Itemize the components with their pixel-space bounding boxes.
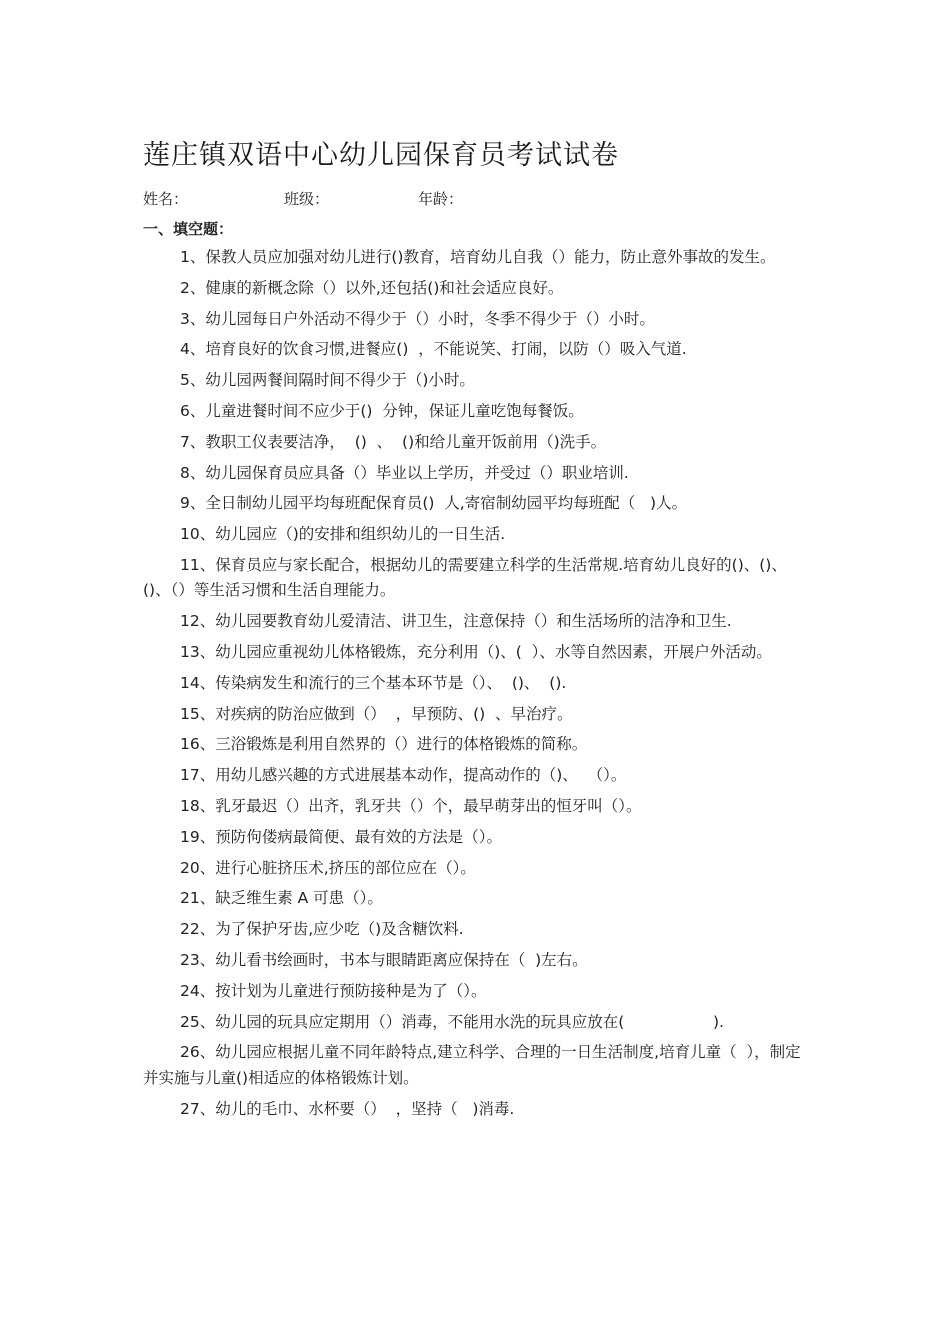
student-info-row	[143, 184, 808, 214]
question-item: 11、保育员应与家长配合，根据幼儿的需要建立科学的生活常规.培育幼儿良好的()、()、 ()、（）等生活习惯和生活自理能力。	[143, 555, 797, 600]
question-item: 24、按计划为儿童进行预防接种是为了（）。	[180, 981, 487, 1000]
question-item: 16、三浴锻炼是利用自然界的（）进行的体格锻炼的简称。	[180, 735, 588, 754]
question-item: 27、幼儿的毛巾、水杯要（） ，坚持（ )消毒.	[180, 1099, 515, 1118]
question-item: 2、健康的新概念除（）以外,还包括()和社会适应良好。	[180, 278, 564, 297]
question-item: 17、用幼儿感兴趣的方式进展基本动作，提高动作的（)、 （）。	[180, 766, 627, 785]
question-item: 5、幼儿园两餐间隔时间不得少于（)小时。	[180, 371, 475, 390]
question-item: 23、幼儿看书绘画时，书本与眼睛距离应保持在（ )左右。	[180, 951, 588, 970]
question-item: 13、幼儿园应重视幼儿体格锻炼，充分利用（)、( ）、水等自然因素，开展户外活动。	[180, 643, 772, 662]
name-label: 姓名：	[143, 190, 189, 208]
question-item: 26、幼儿园应根据儿童不同年龄特点,建立科学、合理的一日生活制度,培育儿童（ ），制定并实施与儿童()相适应的体格锻炼计划。	[143, 1043, 801, 1087]
question-item: 9、全日制幼儿园平均每班配保育员() 人,寄宿制幼园平均每班配（ )人。	[180, 494, 688, 513]
question-item: 4、培育良好的饮食习惯,进餐应() ，不能说笑、打闹，以防（）吸入气道.	[180, 340, 687, 359]
section-heading-fill-blank: 一、填空题：	[143, 220, 234, 238]
question-list	[143, 245, 808, 1122]
question-item: 8、幼儿园保育员应具备（）毕业以上学历，并受过（）职业培训.	[180, 463, 629, 482]
question-item: 1、保教人员应加强对幼儿进行()教育，培育幼儿自我（）能力，防止意外事故的发生。	[180, 248, 776, 266]
question-item: 3、幼儿园每日户外活动不得少于（）小时，冬季不得少于（）小时。	[180, 309, 655, 328]
question-item: 18、乳牙最迟（）出齐，乳牙共（）个，最早萌芽出的恒牙叫（）。	[180, 797, 642, 816]
question-item: 7、教职工仪表要洁净， () 、 ()和给儿童开饭前用（)洗手。	[180, 432, 607, 451]
exam-page	[143, 134, 808, 1128]
question-item: 12、幼儿园要教育幼儿爱清洁、讲卫生，注意保持（）和生活场所的洁净和卫生.	[180, 612, 732, 631]
question-item: 22、为了保护牙齿,应少吃（)及含糖饮料.	[180, 920, 464, 939]
exam-title: 莲庄镇双语中心幼儿园保育员考试试卷	[143, 140, 619, 171]
question-item: 10、幼儿园应（)的安排和组织幼儿的一日生活.	[180, 525, 506, 544]
question-item: 20、进行心脏挤压术,挤压的部位应在（）。	[180, 858, 476, 877]
age-label: 年龄：	[418, 190, 464, 208]
question-item: 19、预防佝偻病最简便、最有效的方法是（）。	[180, 827, 502, 846]
question-item: 14、传染病发生和流行的三个基本环节是（）、 ()、 ().	[180, 673, 567, 692]
question-item: 25、幼儿园的玩具应定期用（）消毒，不能用水洗的玩具应放在( ).	[180, 1012, 724, 1031]
class-label: 班级：	[284, 190, 330, 208]
question-item: 15、对疾病的防治应做到（） ，早预防、() 、早治疗。	[180, 704, 573, 723]
question-item: 6、儿童进餐时间不应少于() 分钟，保证儿童吃饱每餐饭。	[180, 401, 584, 420]
question-item: 21、缺乏维生素 A 可患（）。	[180, 889, 383, 908]
